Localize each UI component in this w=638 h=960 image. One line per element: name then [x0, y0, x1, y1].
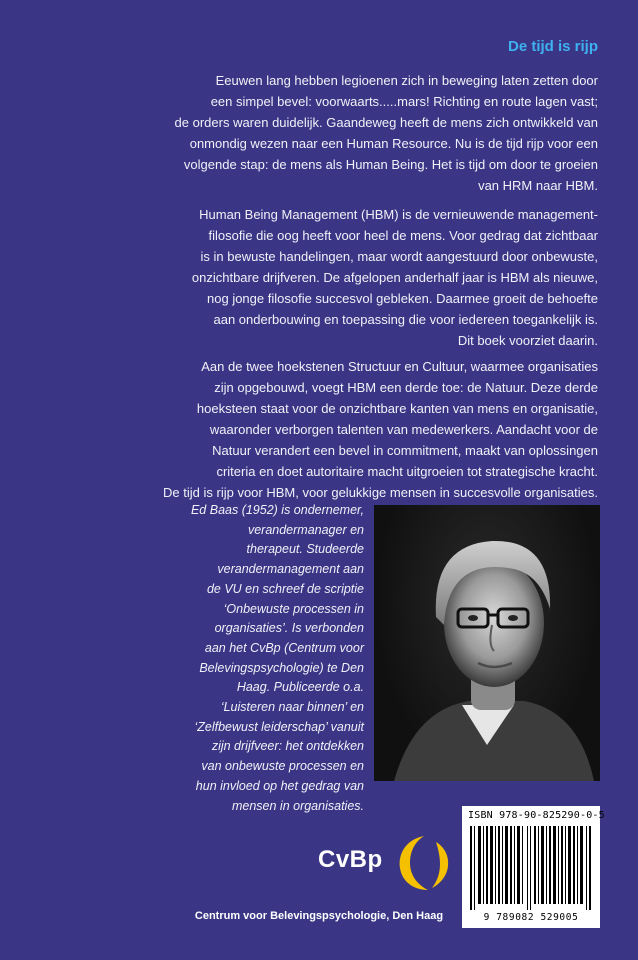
- crescent-logo-icon: [394, 834, 450, 892]
- text-line: waaronder verborgen talenten van medewerkers. Aandacht voor de: [209, 422, 598, 437]
- logo-text: CvBp: [318, 846, 383, 873]
- bio-line: verandermanagement aan: [217, 562, 364, 577]
- text-line: de orders waren duidelijk. Gaandeweg heeft de mens zich ontwikkeld van: [174, 115, 598, 130]
- text-line: criteria en doet autoritaire macht uitgroeien tot strategische kracht.: [216, 464, 598, 479]
- bio-line: Haag. Publiceerde o.a.: [236, 680, 364, 695]
- text-line: een simpel bevel: voorwaarts.....mars! Richting en route lagen vast;: [210, 94, 598, 109]
- bio-line: zijn drijfveer: het ontdekken: [211, 739, 364, 754]
- bio-line: verandermanager en: [247, 522, 364, 537]
- text-line: Human Being Management (HBM) is de vernieuwende management-: [199, 207, 598, 222]
- author-portrait-illustration: [374, 505, 600, 781]
- bio-line: organisaties’. Is verbonden: [214, 621, 364, 636]
- author-photo: [374, 505, 600, 781]
- bio-line: Ed Baas (1952) is ondernemer,: [190, 503, 364, 517]
- bio-line: aan het CvBp (Centrum voor: [204, 640, 364, 655]
- text-line: volgende stap: de mens als Human Being. Het is tijd om door te groeien: [183, 157, 598, 172]
- text-line: Dit boek voorziet daarin.: [457, 333, 598, 348]
- author-bio: [40, 501, 364, 816]
- blurb-paragraph-3: [40, 356, 598, 503]
- bio-line: van onbewuste processen en: [201, 759, 364, 774]
- text-line: onzichtbare drijfveren. De afgelopen anderhalf jaar is HBM als nieuwe,: [191, 270, 598, 285]
- text-line: van HRM naar HBM.: [478, 178, 598, 193]
- text-line: filosofie die oog heeft voor heel de mens. Voor gedrag dat zichtbaar: [208, 228, 598, 243]
- text-line: is in bewuste handelingen, maar wordt aangestuurd door onbewuste,: [200, 249, 598, 264]
- text-line: zijn opgebouwd, voegt HBM een derde toe: de Natuur. Deze derde: [214, 380, 598, 395]
- text-line: nog jonge filosofie succesvol gebleken. Daarmee groeit de behoefte: [207, 291, 598, 306]
- text-line: De tijd is rijp voor HBM, voor gelukkige mensen in succesvolle organisaties.: [163, 485, 598, 500]
- blurb-paragraph-1: [40, 70, 598, 196]
- bio-line: ‘Onbewuste processen in: [223, 601, 364, 616]
- bio-line: ‘Zelfbewust leiderschap’ vanuit: [194, 719, 364, 734]
- blurb-paragraph-2: [40, 204, 598, 351]
- barcode-icon: [470, 826, 592, 910]
- text-line: Eeuwen lang hebben legioenen zich in beweging laten zetten door: [215, 73, 598, 88]
- bio-line: mensen in organisaties.: [231, 798, 364, 813]
- text-line: Natuur verandert een bevel in commitment, maakt van oplossingen: [212, 443, 598, 458]
- text-line: Aan de twee hoekstenen Structuur en Cultuur, waarmee organisaties: [201, 359, 598, 374]
- back-cover-heading: De tijd is rijp: [507, 38, 598, 55]
- publisher-name: Centrum voor Belevingspsychologie, Den Haag: [194, 910, 444, 922]
- bio-line: hun invloed op het gedrag van: [195, 778, 364, 793]
- text-line: hoeksteen staat voor de onzichtbare kanten van mens en organisatie,: [196, 401, 598, 416]
- text-line: aan onderbouwing en toepassing die voor iedereen toegankelijk is.: [213, 312, 598, 327]
- text-line: onmondig wezen naar een Human Resource. Nu is de tijd rijp voor een: [189, 136, 598, 151]
- bio-line: ‘Luisteren naar binnen’ en: [220, 700, 364, 715]
- bio-line: de VU en schreef de scriptie: [206, 581, 364, 596]
- barcode-digits: 9 789082 529005: [483, 912, 579, 923]
- bio-line: therapeut. Studeerde: [246, 542, 364, 557]
- bio-line: Belevingspsychologie) te Den: [199, 660, 364, 675]
- isbn-label: ISBN 978-90-825290-0-5: [468, 810, 605, 821]
